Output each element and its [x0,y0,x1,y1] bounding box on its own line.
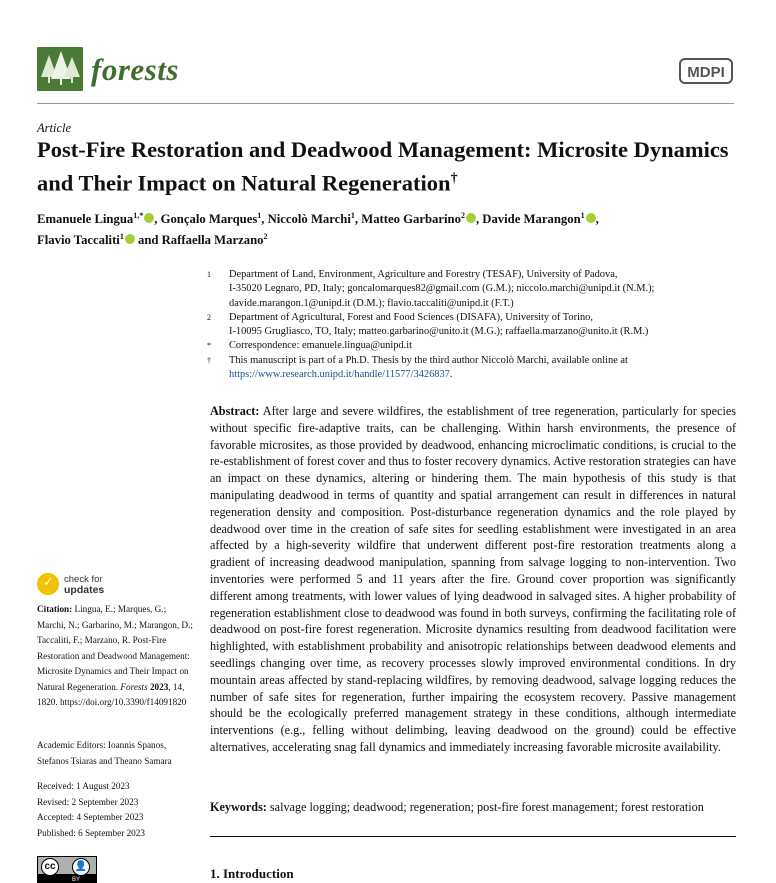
cc-license-badge[interactable] [37,856,97,883]
orcid-icon[interactable] [466,213,476,223]
thesis-link-end: . [449,369,453,381]
check-line2: updates [64,584,105,596]
orcid-icon[interactable] [125,234,135,244]
citation-year: 2023 [149,681,169,692]
article-title [37,135,737,198]
citation-doi[interactable]: https://doi.org/10.3390/f14091820 [59,697,187,707]
affiliation-line: davide.marangon.1@unipd.it (D.M.); flavio.taccaliti@unipd.it (F.T.) [229,297,514,309]
revised-date: Revised: 2 September 2023 [37,796,139,807]
trees-icon [37,47,83,91]
orcid-icon[interactable] [586,213,596,223]
author-name[interactable]: Niccolò Marchi [267,212,351,227]
accepted-date: Accepted: 4 September 2023 [37,812,144,822]
abstract-text: After large and severe wildfires, the establishment of tree regeneration, particularly for species without specific fire-adaptive traits, can be challenging. Within harsh environments, the presence of favorable microsites, as those provided by deadwood, enhancing microclimatic conditions, is crucial to the re-establishment of forest cover and thus to foster recovery dynamics. Active restoration strategies can have an impact on these dynamics, altering or hindering them. The main hypothesis of this study is that manipulating deadwood in terms of quantity and spatial arrangement can result in differences in natural regeneration density and composition. Post-disturbance regeneration dynamics and the role played by deadwood over time in the creation of safe sites for seedling establishment were investigated in an area affected by a high-severity wildfire that underwent different post-fire restoration treatments along a gradient of increasing deadwood manipulation, spanning from salvage logging to non-intervention. Two inventories were performed 5 and 11 years after the fire. Ground cover proportion was significantly different among treatments, with lower values of lying deadwood in salvaged sites. A higher probability of regeneration establishment close to deadwood was found in both surveys, confirming the facilitating role of deadwood on post-fire forest regeneration. Microsite dynamics resulting from deadwood facilitation were highlighted, with establishment probability and anisotropic relationships between deadwood elements and seedlings changing over time, as recovery processes slowly improved environmental conditions. In dry mountain areas affected by stand-replacing wildfires, by removing deadwood, salvage logging reduces the number of safe sites for regeneration, further impairing the ecosystem recovery. Passive management should be the ecologically preferred management strategy in these conditions, although intermediate interventions (e.g., felling without delimbing, leaving deadwood on the ground) could be effective alternatives, accelerating snag fall dynamics and immediately increasing favorable microsite availability. [210,404,737,754]
title-footnote-mark: † [450,171,458,186]
citation-text: Lingua, E.; Marques, G.; Marchi, N.; Garbarino, M.; Marangon, D.; Taccaliti, F.; Marzano, R. Post-Fire Restoration and Deadwood Management: Microsite Dynamics and Their Impact on Natural Regeneration. [37,604,193,692]
thesis-link-line [207,368,737,382]
citation-label: Citation: [37,604,73,614]
author-affiliation-mark: 2 [460,211,465,220]
affiliations [207,268,737,382]
citation-rest: , 14, 1820. [37,681,185,707]
affiliation-line: Department of Agricultural, Forest and Food Sciences (DISAFA), University of Torino, [229,311,593,323]
affiliation-mark: 2 [207,312,211,322]
affiliation-line: Correspondence: emanuele.lingua@unipd.it [229,340,412,352]
affiliation-item [207,311,737,340]
section-heading: 1. Introduction [210,866,294,881]
author-name[interactable]: Flavio Taccaliti [37,233,120,248]
cc-icon: cc [41,858,59,876]
affiliation-item [207,339,737,353]
affiliation-line: This manuscript is part of a Ph.D. Thesis by the third author Niccolò Marchi, available online at [229,354,628,366]
affiliation-line: I-10095 Grugliasco, TO, Italy; matteo.garbarino@unito.it (M.G.); raffaella.marzano@unito.it (R.M.) [229,326,649,338]
checkmark-icon: ✓ [43,575,54,590]
header-divider [37,103,734,104]
author-name[interactable]: Emanuele Lingua [37,212,134,227]
thesis-link[interactable]: https://www.research.unipd.it/handle/11577/3426837 [229,369,450,381]
article-type: Article [37,121,72,135]
keywords [210,799,736,816]
publisher-logo: MDPI [679,58,733,84]
abstract [210,403,736,756]
license-label: BY [72,877,81,883]
affiliation-line: Department of Land, Environment, Agriculture and Forestry (TESAF), University of Padova, [229,269,618,280]
author-affiliation-mark: 1 [119,232,124,242]
author-list: Emanuele Lingua$^{1,*}$ , Gonçalo Marques$^1$, Niccolò Marchi$^1$, Matteo Garbarino$^2$ , Davide Marangon$^1$ , Flavio Taccaliti$^1$ and Raffaella Marzano$^2$ [37,211,599,248]
dates [37,779,197,841]
affiliation-mark: 1 [207,270,211,279]
journal-logo [37,47,83,91]
author-conjunction: and [138,233,159,248]
keywords-label: Keywords: [210,800,267,814]
author-affiliation-mark: 1 [350,211,355,220]
affiliation-item [207,268,737,311]
article-title-text: Post-Fire Restoration and Deadwood Management: Microsite Dynamics and Their Impact on Natural Regeneration [37,137,729,196]
author-affiliation-mark: 1,* [133,211,144,220]
author-affiliation-mark: 1 [257,211,262,220]
affiliation-mark: † [207,355,211,365]
citation-journal: Forests [120,681,148,692]
orcid-icon[interactable] [144,213,154,223]
academic-editors: Academic Editors: Ioannis Spanos, Stefanos Tsiaras and Theano Samara [37,740,172,766]
check-line1: check for [64,574,103,585]
author-name[interactable]: Matteo Garbarino [361,212,461,227]
published-date: Published: 6 September 2023 [37,827,145,838]
affiliation-item [207,354,737,368]
journal-name: forests [91,52,179,87]
received-date: Received: 1 August 2023 [37,781,130,791]
abstract-label: Abstract: [210,404,260,418]
person-icon: 👤 [72,858,90,876]
citation [37,602,197,711]
author-name[interactable]: Gonçalo Marques [160,212,258,227]
author-name[interactable]: Davide Marangon [482,212,581,227]
abstract-divider [210,836,736,837]
keywords-text: salvage logging; deadwood; regeneration; post-fire forest management; forest restoration [269,800,704,814]
author-name[interactable]: Raffaella Marzano [161,233,264,248]
author-affiliation-mark: 2 [263,232,268,242]
affiliation-line: I-35020 Legnaro, PD, Italy; goncalomarques82@gmail.com (G.M.); niccolo.marchi@unipd.it (N.M.); [229,283,655,295]
author-affiliation-mark: 1 [580,211,585,220]
affiliation-mark: * [207,341,211,351]
